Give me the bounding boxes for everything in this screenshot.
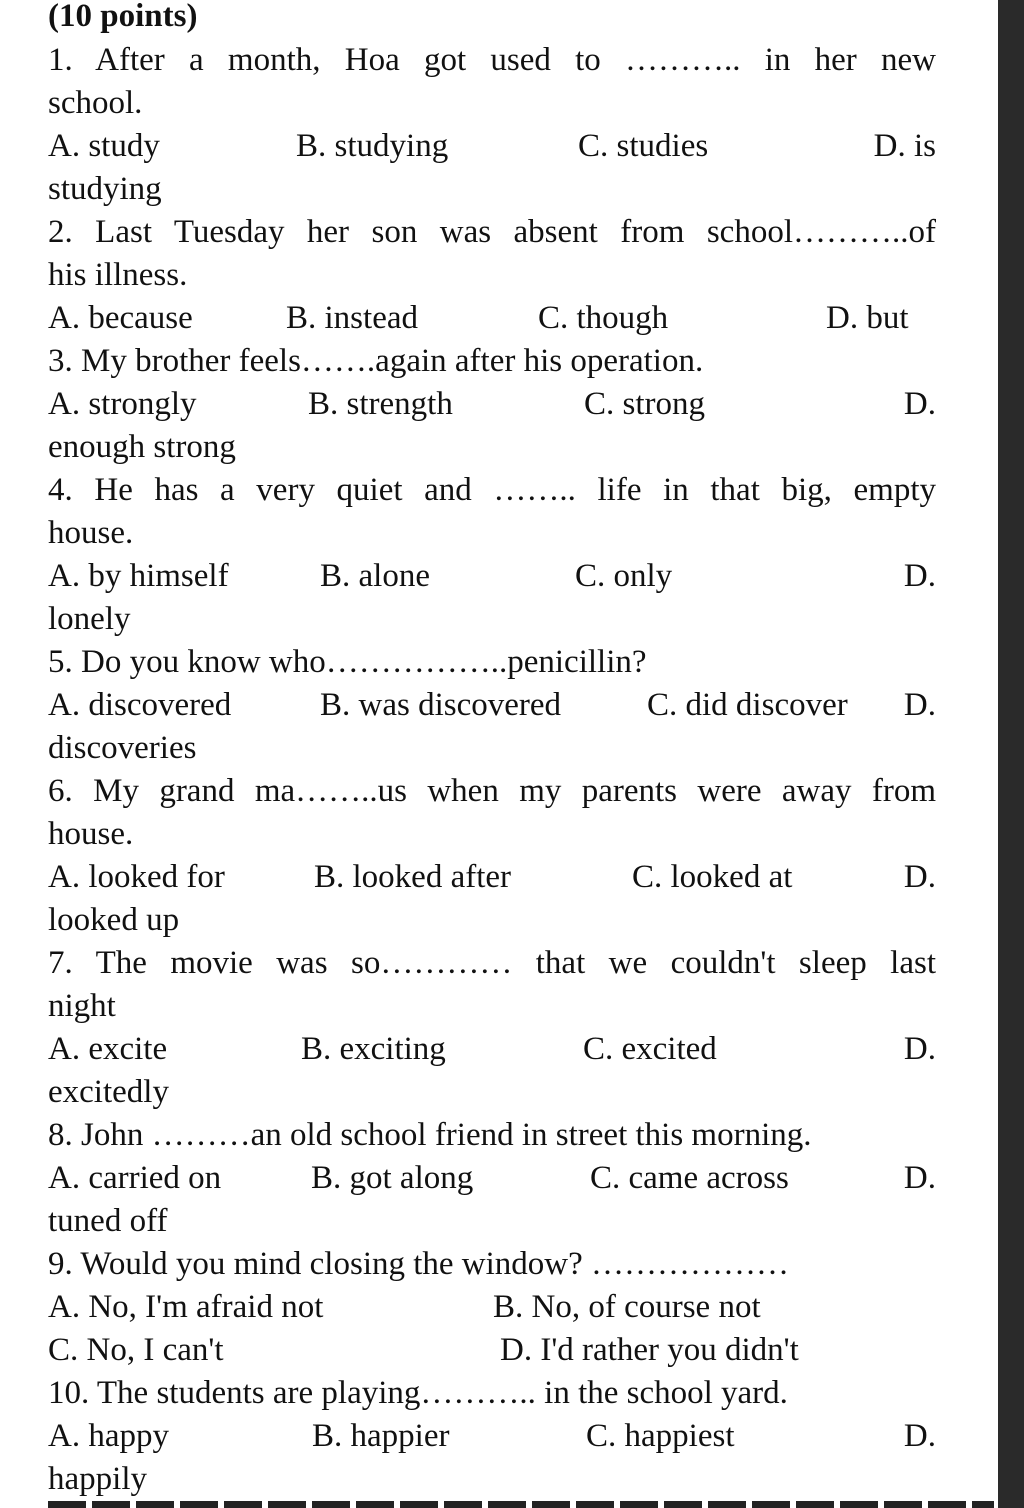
question-text-continued: school.: [48, 85, 143, 121]
option-b[interactable]: B. was discovered: [320, 687, 562, 723]
option-b[interactable]: B. exciting: [301, 1031, 446, 1067]
option-d[interactable]: D. I'd rather you didn't: [500, 1332, 799, 1368]
cut-off-next-section: [48, 1501, 994, 1508]
option-a[interactable]: A. No, I'm afraid not: [48, 1289, 324, 1325]
question-text: 2. Last Tuesday her son was absent from school………..of: [48, 214, 936, 250]
option-d-wrap: discoveries: [48, 730, 197, 766]
option-b[interactable]: B. looked after: [314, 859, 512, 895]
option-c[interactable]: C. No, I can't: [48, 1332, 224, 1368]
question-text: 7. The movie was so………… that we couldn't sleep last: [48, 945, 936, 981]
option-c[interactable]: C. looked at: [632, 859, 793, 895]
option-c[interactable]: C. studies: [578, 128, 709, 164]
option-d[interactable]: D. but: [826, 300, 909, 336]
option-c[interactable]: C. only: [575, 558, 673, 594]
option-d[interactable]: D.: [903, 558, 936, 594]
option-b[interactable]: B. happier: [312, 1418, 450, 1454]
question-text: 3. My brother feels…….again after his operation.: [48, 343, 704, 379]
option-a[interactable]: A. study: [48, 128, 160, 164]
option-d-wrap: lonely: [48, 601, 131, 637]
question-text: 1. After a month, Hoa got used to ……….. in her new: [48, 42, 936, 78]
question-text: 9. Would you mind closing the window? ………………: [48, 1246, 790, 1282]
section-header: (10 points): [48, 0, 198, 34]
option-d[interactable]: D. is: [873, 128, 936, 164]
question-text: 4. He has a very quiet and …….. life in that big, empty: [48, 472, 936, 508]
option-c[interactable]: C. strong: [584, 386, 706, 422]
option-b[interactable]: B. alone: [320, 558, 430, 594]
option-a[interactable]: A. by himself: [48, 558, 229, 594]
option-b[interactable]: B. instead: [286, 300, 418, 336]
option-d-wrap: excitedly: [48, 1074, 169, 1110]
option-a[interactable]: A. carried on: [48, 1160, 222, 1196]
option-d-wrap: enough strong: [48, 429, 236, 465]
option-c[interactable]: C. though: [538, 300, 669, 336]
option-d-wrap: studying: [48, 171, 162, 207]
option-b[interactable]: B. No, of course not: [493, 1289, 761, 1325]
question-text: 5. Do you know who……………..penicillin?: [48, 644, 647, 680]
option-a[interactable]: A. excite: [48, 1031, 168, 1067]
option-d-wrap: tuned off: [48, 1203, 168, 1239]
option-d[interactable]: D.: [903, 1418, 936, 1454]
option-b[interactable]: B. got along: [311, 1160, 474, 1196]
question-text-continued: house.: [48, 515, 134, 551]
option-d[interactable]: D.: [903, 1031, 936, 1067]
question-text-continued: his illness.: [48, 257, 188, 293]
option-c[interactable]: C. did discover: [647, 687, 848, 723]
option-d[interactable]: D.: [903, 687, 936, 723]
option-d[interactable]: D.: [903, 859, 936, 895]
question-text-continued: house.: [48, 816, 134, 852]
question-text: 8. John ………an old school friend in street this morning.: [48, 1117, 812, 1153]
option-b[interactable]: B. strength: [308, 386, 453, 422]
option-d[interactable]: D.: [903, 1160, 936, 1196]
option-a[interactable]: A. strongly: [48, 386, 197, 422]
option-d-wrap: happily: [48, 1461, 147, 1497]
question-text: 6. My grand ma……..us when my parents were away from: [48, 773, 936, 809]
option-a[interactable]: A. happy: [48, 1418, 169, 1454]
option-d[interactable]: D.: [903, 386, 936, 422]
question-text: 10. The students are playing……….. in the school yard.: [48, 1375, 788, 1411]
option-a[interactable]: A. because: [48, 300, 193, 336]
option-c[interactable]: C. happiest: [586, 1418, 735, 1454]
right-edge-bar: [998, 0, 1024, 1508]
option-b[interactable]: B. studying: [296, 128, 449, 164]
question-text-continued: night: [48, 988, 116, 1024]
option-c[interactable]: C. came across: [590, 1160, 789, 1196]
option-c[interactable]: C. excited: [583, 1031, 717, 1067]
option-d-wrap: looked up: [48, 902, 180, 938]
option-a[interactable]: A. discovered: [48, 687, 232, 723]
option-a[interactable]: A. looked for: [48, 859, 225, 895]
